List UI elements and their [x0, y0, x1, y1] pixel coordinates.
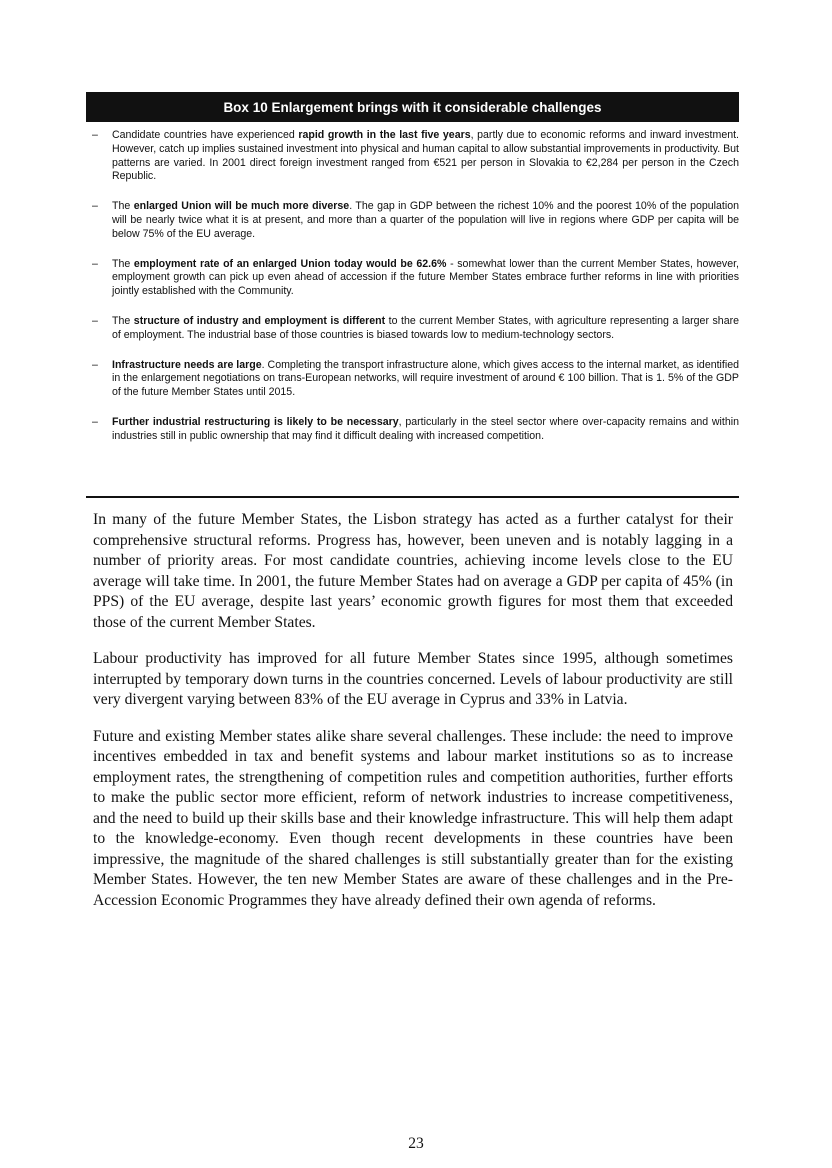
bullet-highlight: structure of industry and employment is different	[133, 314, 386, 327]
body-paragraph: Labour productivity has improved for all future Member States since 1995, although sometimes interrupted by temporary down turns in the countries concerned. Levels of labour productivity are still very divergent varying between 83% of the EU average in Cyprus and 33% in Latvia.	[93, 650, 733, 708]
bullet-highlight: Infrastructure needs are large	[112, 358, 262, 371]
body-paragraph: Future and existing Member states alike share several challenges. These include: the need to improve incentives embedded in tax and benefit systems and labour market institutions so as to increase employment rates, the strengthening of competition rules and competition authorities, further efforts to make the public sector more efficient, reform of network industries to increase competitiveness, and the need to build up their skills base and their knowledge infrastructure. This will help them adapt to the knowledge-economy. Even though recent developments in these countries have been impressive, the magnitude of the shared challenges is still substantially greater than for the existing Member States. However, the ten new Member States are aware of these challenges and in the Pre-Accession Economic Programmes they have already defined their own agenda of reforms.	[93, 727, 733, 909]
bullet-item	[86, 315, 739, 343]
body-text	[93, 510, 733, 927]
bullet-text-lead: Candidate countries have experienced	[112, 129, 299, 141]
bullet-item	[86, 200, 739, 241]
bullet-dash: –	[92, 314, 98, 327]
bullet-text-lead: The	[112, 257, 134, 270]
bullet-text	[112, 129, 739, 184]
bullet-highlight: Further industrial restructuring is likely to be necessary	[112, 415, 399, 428]
box-bullet-list	[86, 129, 739, 460]
bullet-text-rest: , particularly in the steel sector where over-capacity remains and within industries still in public ownership that may find it difficult dealing with increased competition.	[112, 415, 739, 442]
bullet-text	[112, 200, 739, 241]
bullet-text	[112, 359, 739, 400]
bullet-text	[112, 258, 739, 299]
bullet-item	[86, 416, 739, 444]
bullet-dash: –	[92, 415, 98, 428]
bullet-text-rest: , partly due to economic reforms and inward investment. However, catch up implies sustained investment into physical and human capital to allow substantial improvements in productivity. But patterns are varied. In 2001 direct foreign investment ranged from €521 per person in Slovakia to €2,284 per person in the Czech Republic.	[112, 129, 739, 183]
bullet-item	[86, 129, 739, 184]
bullet-highlight: enlarged Union will be much more diverse	[133, 200, 350, 213]
bullet-text-rest: . Completing the transport infrastructure alone, which gives access to the internal market, as identified in the enlargement negotiations on trans-European networks, will require investment of around € 100 billion. That is 1. 5% of the GDP of the future Member States until 2015.	[112, 358, 739, 399]
bullet-text-lead: The	[112, 314, 134, 327]
box-bottom-rule	[86, 496, 739, 498]
bullet-dash: –	[92, 358, 98, 371]
bullet-dash: –	[92, 129, 98, 141]
bullet-text	[112, 416, 739, 444]
bullet-highlight: rapid growth in the last five years	[298, 129, 471, 141]
page-number: 23	[408, 1135, 424, 1152]
bullet-text-rest: to the current Member States, with agriculture representing a larger share of employment. The industrial base of those countries is biased towards low to medium-technology sectors.	[112, 314, 740, 341]
bullet-text-rest: . The gap in GDP between the richest 10% and the poorest 10% of the population will be nearly twice what it is at present, and more than a quarter of the population will live in regions where GDP per capita will be below 75% of the EU average.	[112, 200, 740, 240]
bullet-item	[86, 258, 739, 299]
bullet-dash: –	[92, 200, 98, 213]
bullet-dash: –	[92, 257, 98, 270]
bullet-item	[86, 359, 739, 400]
box-title: Box 10 Enlargement brings with it considerable challenges	[86, 92, 739, 122]
body-paragraph: In many of the future Member States, the Lisbon strategy has acted as a further catalyst for their comprehensive structural reforms. Progress has, however, been uneven and is notably lagging in a number of priority areas. For most candidate countries, achieving income levels close to the EU average will take time. In 2001, the future Member States had on average a GDP per capita of 45% (in PPS) of the EU average, despite last years’ economic growth figures for most them that exceeded those of the current Member States.	[93, 511, 733, 631]
bullet-text	[112, 315, 739, 343]
bullet-text-lead: The	[112, 200, 134, 213]
bullet-text-rest: - somewhat lower than the current Member States, however, employment growth can pick up even ahead of accession if the future Member States embrace further reforms in line with priorities jointly established with the Community.	[112, 257, 739, 298]
bullet-highlight: employment rate of an enlarged Union today would be 62.6%	[133, 257, 447, 270]
